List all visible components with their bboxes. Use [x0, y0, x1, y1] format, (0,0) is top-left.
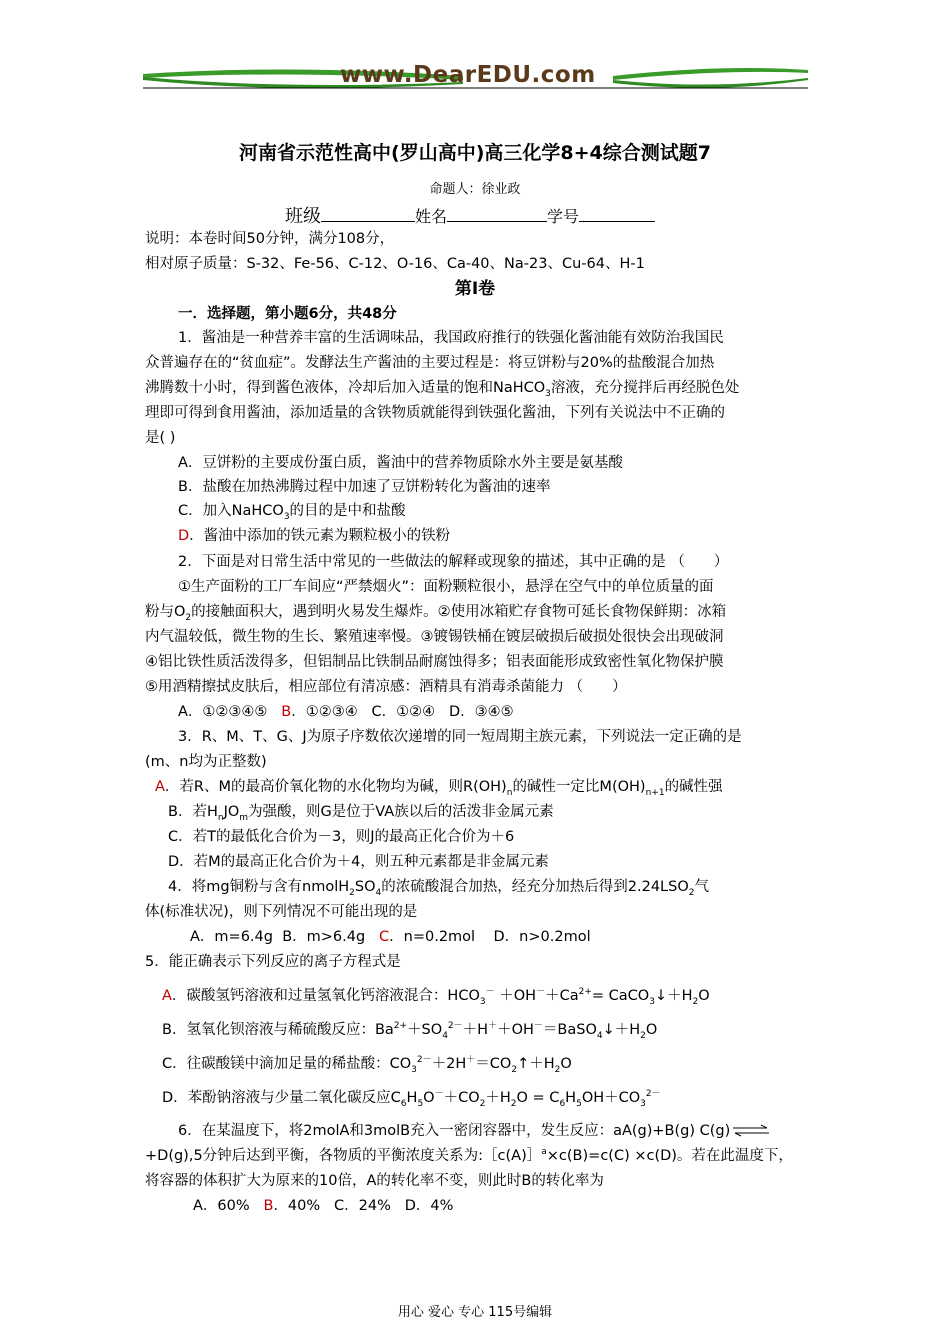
q2-line2: ①生产面粉的工厂车间应“严禁烟火”：面粉颗粒很小，悬浮在空气中的单位质量的面 — [178, 579, 714, 595]
q3-line1: 3．R、M、T、G、J为原子序数依次递增的同一短周期主族元素，下列说法一定正确的是 — [178, 729, 742, 745]
q5-option-a: A．碳酸氢钙溶液和过量氢氧化钙溶液混合：$HCO_3^- +OH^-+Ca^{2+}=$ $CaCO_3↓+H_2O$ — [162, 987, 710, 1007]
q1-line1: 1．酱油是一种营养丰富的生活调味品，我国政府推行的铁强化酱油能有效防治我国民 — [178, 330, 724, 346]
q6-line1: 6．在某温度下，将2molA和3molB充入一密闭容器中，发生反应：aA(g)+B(g) C(g) — [178, 1123, 731, 1139]
header-logo-text: www.DearEDU.com — [340, 62, 596, 88]
q2-line6: ⑤用酒精擦拭皮肤后，相应部位有清凉感：酒精具有消毒杀菌能力 （ ） — [145, 679, 627, 695]
q6-line3: 将容器的体积扩大为原来的10倍，A的转化率不变，则此时B的转化率为 — [145, 1173, 604, 1189]
q2-line1: 2．下面是对日常生活中常见的一些做法的解释或现象的描述，其中正确的是 （ ） — [178, 554, 729, 570]
note-time: 说明：本卷时间50分钟，满分108分， — [145, 231, 395, 247]
q1-line2: 众普遍存在的“贫血症”。发酵法生产酱油的主要过程是：将豆饼粉与20%的盐酸混合加热 — [145, 355, 715, 371]
q1-line4: 理即可得到食用酱油，添加适量的含铁物质就能得到铁强化酱油，下列有关说法中不正确的 — [145, 405, 725, 421]
q6-line2: +D(g),5分钟后达到平衡，各物质的平衡浓度关系为:［c(A)］$^a$×c(B)=c(C) ×c(D)。若在此温度下， — [145, 1147, 793, 1164]
q3-option-c: C．若T的最低化合价为－3，则J的最高正化合价为＋6 — [168, 829, 515, 845]
q3-line2: (m、n均为正整数) — [145, 754, 267, 770]
q2-answer-mark: B — [281, 704, 292, 720]
q2-line5: ④铝比铁性质活泼得多，但铝制品比铁制品耐腐蚀得多；铝表面能形成致密性氧化物保护膜 — [145, 654, 724, 670]
section-title: 第Ⅰ卷 — [454, 279, 496, 299]
q1-option-b: B．盐酸在加热沸腾过程中加速了豆饼粉转化为酱油的速率 — [178, 479, 551, 495]
q3-option-a: A．若R、M的最高价氧化物的水化物均为碱，则$R(OH)_n$的碱性一定比$M(OH)_{n+1}$的碱性强 — [155, 779, 723, 798]
q5-option-d: D．苯酚钠溶液与少量二氧化碳反应$C_6H_5O^-+CO_2+H_2O = C_6H_5OH+CO_3^{2-}$ — [162, 1089, 661, 1109]
q3-option-b: B．若$H_nJO_m$为强酸，则G是位于VA族以后的活泼非金属元素 — [168, 804, 554, 823]
name-label: 姓名 — [415, 207, 448, 226]
q5-option-c: C．往碳酸镁中滴加足量的稀盐酸：$CO_3^{2-}+2H^+=CO_2↑+H_2O$ — [162, 1055, 572, 1075]
q4-line2: 体(标准状况)，则下列情况不可能出现的是 — [145, 904, 418, 920]
q6-options: A．60% B．40% C．24% D．4% — [193, 1198, 454, 1214]
q4-answer-mark: C — [379, 929, 390, 945]
q4-line1: 4．将mg铜粉与含有$nmolH_2SO_4$的浓硫酸混合加热，经充分加热后得到$2.24LSO_2$气 — [168, 879, 709, 898]
q5-answer-mark: A — [162, 988, 172, 1004]
q3-option-d: D．若M的最高正化合价为＋4，则五种元素都是非金属元素 — [168, 854, 549, 870]
part-title: 一．选择题，第小题6分，共48分 — [178, 306, 397, 322]
q1-answer-mark: D — [178, 528, 190, 544]
q2-options: A．①②③④⑤ B．①②③④ C．①②④ D．③④⑤ — [178, 704, 514, 720]
q6-answer-mark: B — [263, 1198, 274, 1214]
note-masses: 相对原子质量：S-32、Fe-56、C-12、O-16、Ca-40、Na-23、Cu-64、H-1 — [145, 256, 645, 272]
q5-stem: 5．能正确表示下列反应的离子方程式是 — [145, 954, 401, 970]
class-blank — [321, 206, 415, 222]
q1-option-a: A．豆饼粉的主要成份蛋白质，酱油中的营养物质除水外主要是氨基酸 — [178, 455, 623, 471]
reversible-arrow-icon — [731, 1124, 771, 1138]
q3-answer-mark: A — [155, 779, 165, 795]
q4-options: A．m=6.4g B．m>6.4g C．n=0.2mol D．n>0.2mol — [190, 929, 591, 945]
number-blank — [579, 206, 655, 222]
class-label: 班级 — [285, 206, 321, 227]
name-blank — [447, 206, 547, 222]
q1-line5: 是( ) — [145, 430, 176, 446]
q1-line3: 沸腾数十小时，得到酱色液体，冷却后加入适量的饱和NaHCO$_3$溶液，充分搅拌后再经脱色处 — [145, 380, 740, 399]
q1-option-d: D．酱油中添加的铁元素为颗粒极小的铁粉 — [178, 528, 451, 544]
q2-line4: 内气温较低，微生物的生长、繁殖速率慢。③镀锡铁桶在镀层破损后破损处很快会出现破洞 — [145, 629, 724, 645]
page-footer: 用心 爱心 专心 115号编辑 — [397, 1305, 553, 1320]
q2-line3: 粉与$O_2$的接触面积大，遇到明火易发生爆炸。②使用冰箱贮存食物可延长食物保鲜期：冰箱 — [145, 604, 727, 623]
number-label: 学号 — [547, 207, 580, 226]
q1-option-c: C．加入NaHCO$_3$的目的是中和盐酸 — [178, 503, 406, 522]
class-info-line — [285, 202, 655, 228]
author-line: 命题人：徐业政 — [429, 182, 521, 197]
q5-option-b: B．氢氧化钡溶液与稀硫酸反应：$Ba^{2+}+SO_4^{2-}+H^++OH^-=BaSO_4↓+H_2O$ — [162, 1021, 658, 1041]
page-title: 河南省示范性高中(罗山高中)高三化学8+4综合测试题7 — [239, 142, 711, 164]
